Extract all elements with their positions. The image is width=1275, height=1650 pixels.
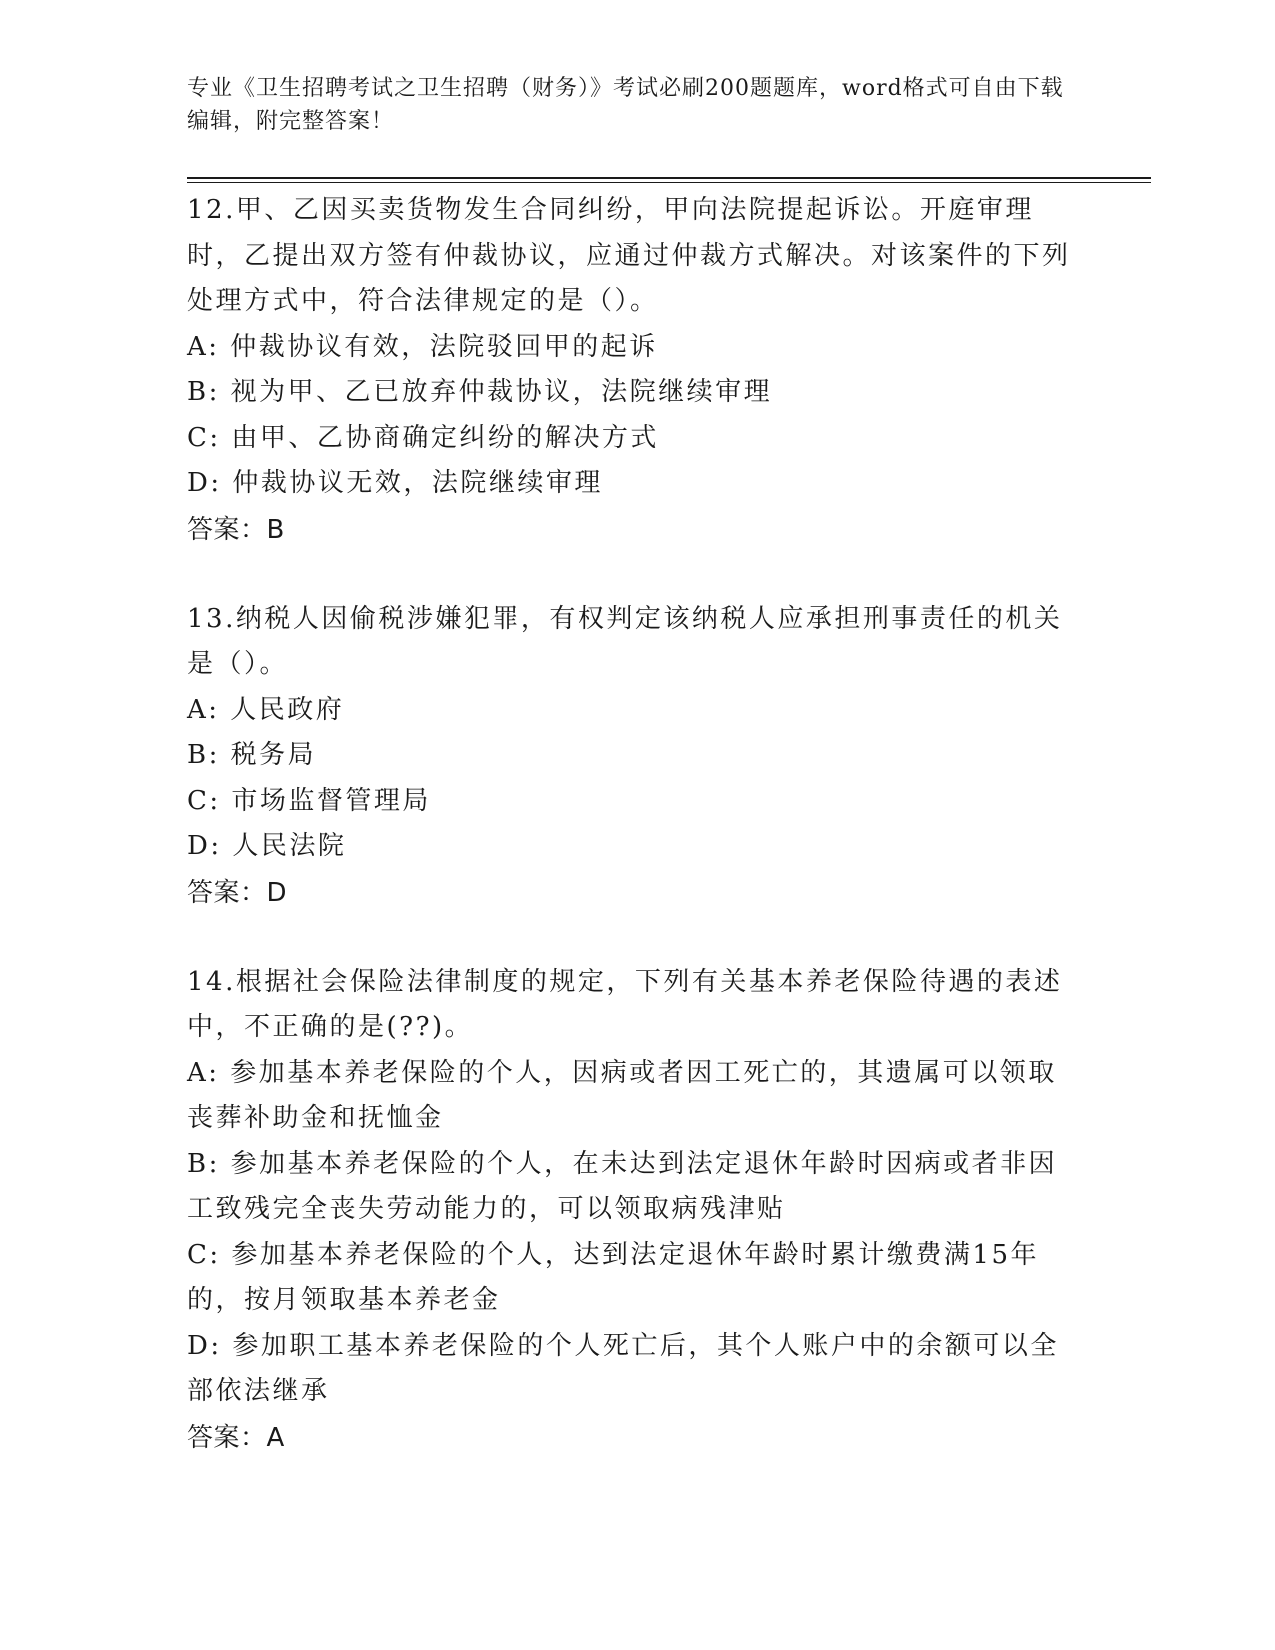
option-d: D: 人民法院 bbox=[187, 831, 347, 861]
option-c: C: 由甲、乙协商确定纠纷的解决方式 bbox=[187, 422, 659, 453]
answer-line: 答案：A bbox=[187, 1422, 285, 1453]
header-divider-thin bbox=[187, 182, 1151, 183]
option-b: B: 税务局 bbox=[187, 740, 317, 770]
option-c: C: 市场监督管理局 bbox=[187, 785, 431, 816]
question-14 bbox=[187, 960, 1075, 1461]
option-b: B: 参加基本养老保险的个人，在未达到法定退休年龄时因病或者非因工致残完全丧失劳动能力的，可以领取病残津贴 bbox=[187, 1148, 1058, 1224]
question-12 bbox=[187, 188, 1075, 553]
question-list bbox=[187, 188, 1075, 1461]
option-c: C: 参加基本养老保险的个人，达到法定退休年龄时累计缴费满15年的，按月领取基本养老金 bbox=[187, 1239, 1040, 1315]
answer-line: 答案：D bbox=[187, 877, 288, 908]
option-a: A: 参加基本养老保险的个人，因病或者因工死亡的，其遗属可以领取丧葬补助金和抚恤金 bbox=[187, 1057, 1057, 1133]
option-d: D: 仲裁协议无效，法院继续审理 bbox=[187, 468, 603, 498]
question-stem: 14.根据社会保险法律制度的规定，下列有关基本养老保险待遇的表述中，不正确的是(??)。 bbox=[187, 966, 1063, 1042]
option-b: B: 视为甲、乙已放弃仲裁协议，法院继续审理 bbox=[187, 377, 773, 407]
header-divider-thick bbox=[187, 177, 1151, 179]
question-stem: 12.甲、乙因买卖货物发生合同纠纷，甲向法院提起诉讼。开庭审理时，乙提出双方签有仲裁协议，应通过仲裁方式解决。对该案件的下列处理方式中，符合法律规定的是（）。 bbox=[187, 195, 1071, 316]
answer-line: 答案：B bbox=[187, 514, 285, 545]
question-stem: 13.纳税人因偷税涉嫌犯罪，有权判定该纳税人应承担刑事责任的机关是（）。 bbox=[187, 603, 1063, 679]
document-header: 专业《卫生招聘考试之卫生招聘（财务）》考试必刷200题题库，word格式可自由下载编辑，附完整答案！ bbox=[187, 76, 1064, 134]
option-a: A: 仲裁协议有效，法院驳回甲的起诉 bbox=[187, 331, 658, 362]
option-d: D: 参加职工基本养老保险的个人死亡后，其个人账户中的余额可以全部依法继承 bbox=[187, 1330, 1059, 1406]
question-13 bbox=[187, 597, 1075, 916]
option-a: A: 人民政府 bbox=[187, 694, 345, 725]
